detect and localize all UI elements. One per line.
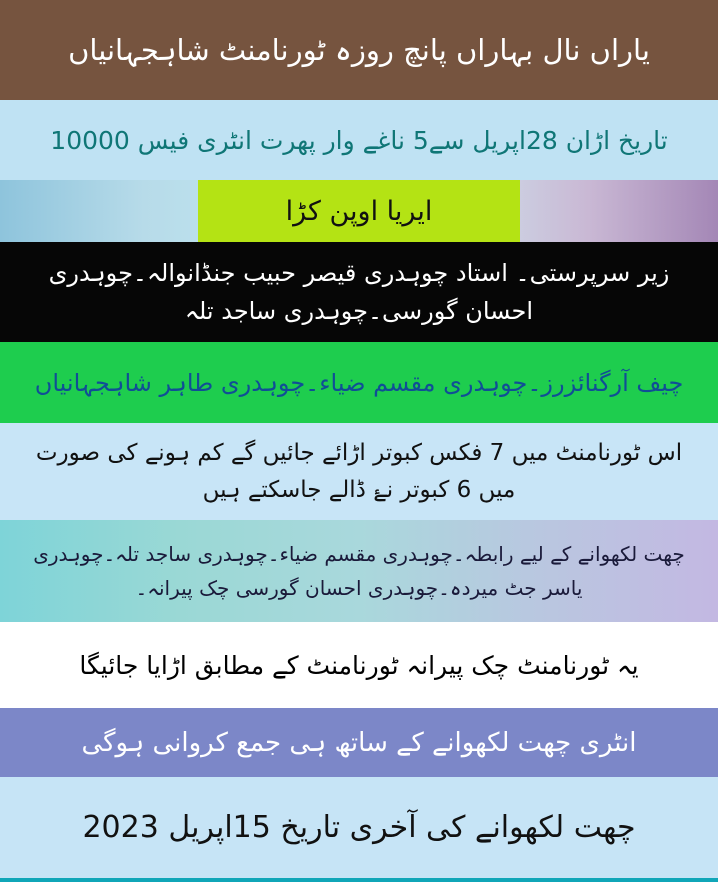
area-banner bbox=[0, 180, 718, 242]
rules-text: یہ ٹورنامنٹ چک پیرانہ ٹورنامنٹ کے مطابق اڑایا جائیگا bbox=[79, 650, 639, 680]
area-text: ایریا اوپن کڑا bbox=[285, 195, 433, 227]
entry-banner bbox=[0, 708, 718, 777]
date-banner bbox=[0, 100, 718, 180]
entry-text: انٹری چھت لکھوانے کے ساتھ ہی جمع کروانی ہوگی bbox=[81, 727, 637, 758]
rules-banner bbox=[0, 622, 718, 708]
organizers-banner bbox=[0, 342, 718, 423]
organizers-text: چیف آرگنائزرز۔چوہدری مقسم ضیاء۔چوہدری طاہر شاہجہانیاں bbox=[34, 368, 684, 397]
patronage-text: زیر سرپرستی۔ استاد چوہدری قیصر حبیب جنڈانوالہ۔چوہدری احسان گورسی۔چوہدری ساجد تلہ bbox=[48, 258, 670, 325]
contact-text: چھت لکھوانے کے لیے رابطہ۔چوہدری مقسم ضیاء۔چوہدری ساجد تلہ۔چوہدری یاسر جٹ میردہ۔چوہدری احسان گورسی چک پیرانہ۔ bbox=[33, 542, 685, 600]
patronage-banner bbox=[0, 242, 718, 342]
pigeons-rule-text: اس ٹورنامنٹ میں 7 فکس کبوتر اڑائے جائیں گے کم ہونے کی صورت میں 6 کبوتر نۓ ڈالے جاسکتے ہیں bbox=[35, 439, 683, 503]
deadline-text: چھت لکھوانے کی آخری تاریخ 15اپریل 2023 bbox=[82, 810, 636, 845]
title-banner bbox=[0, 0, 718, 100]
poster-title: یاراں نال بہاراں پانچ روزہ ٹورنامنٹ شاہجہانیاں bbox=[68, 33, 650, 67]
area-box bbox=[198, 180, 520, 242]
pigeons-rule-banner bbox=[0, 423, 718, 520]
bottom-divider bbox=[0, 878, 718, 882]
deadline-banner bbox=[0, 777, 718, 878]
date-fee-text: تاریخ اڑان 28اپریل سے5 ناغے وار پھرت انٹری فیس 10000 bbox=[50, 125, 668, 155]
contact-banner bbox=[0, 520, 718, 622]
